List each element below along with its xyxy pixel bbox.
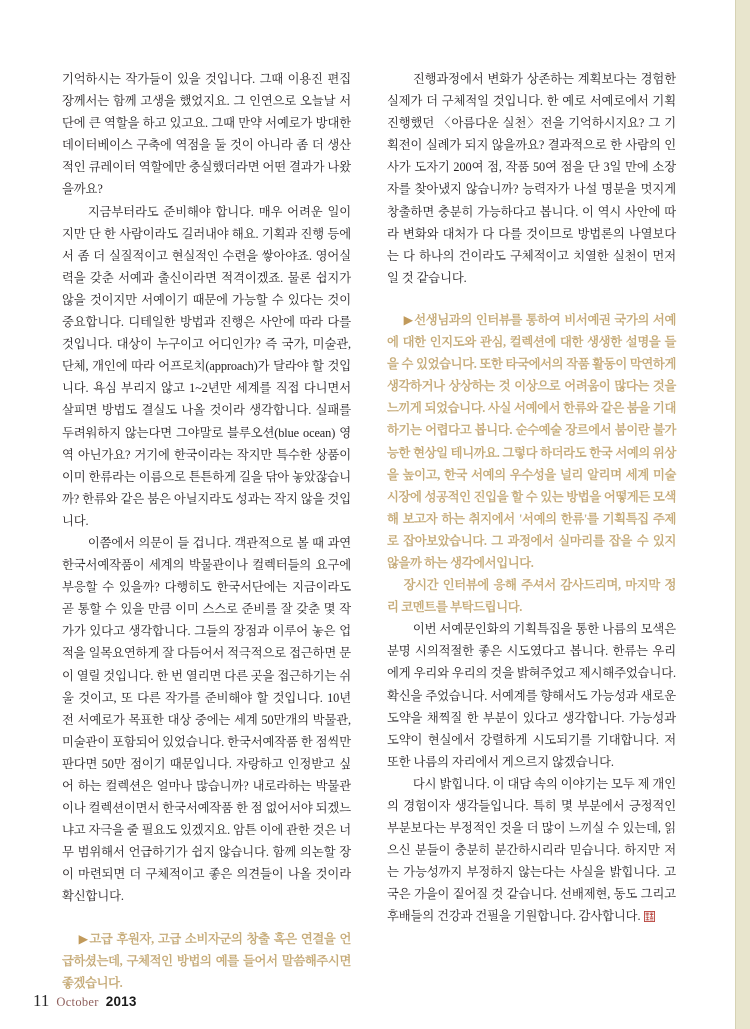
right-column [387, 68, 676, 994]
question-marker-icon: ▶ [78, 931, 90, 946]
footer-year: 2013 [105, 994, 137, 1009]
paragraph-text: 다시 밝힙니다. 이 대담 속의 이야기는 모두 제 개인의 경험이자 생각들입니다. 특히 몇 부분에서 긍정적인 부분보다는 부정적인 것을 더 많이 느끼실 수 있는데, 읽으신 분들이 충분히 분간하시리라 믿습니다. 하지만 저는 가능성까지 부정하지 않는다는 사실을 밝힙니다. 고국은 가을이 짙어질 것 같습니다. 선배제현, 동도 그리고 후배들의 건강과 건필을 기원합니다. 감사합니다. [387, 776, 676, 924]
interviewer-question-closing: 장시간 인터뷰에 응해 주셔서 감사드리며, 마지막 정리 코멘트를 부탁드립니다. [387, 578, 676, 615]
article-columns [62, 68, 676, 994]
paragraph-answer: 지금부터라도 준비해야 합니다. 매우 어려운 일이지만 단 한 사람이라도 길러내야 해요. 기획과 진행 등에서 좀 더 실질적이고 현실적인 수련을 쌓아야죠. 영어실력을 갖춘 서예과 출신이라면 적격이겠죠. 물론 쉽지가 않을 것이지만 서예이기 때문에 가능할 수 있다는 것이 중요합니다. 디테일한 방법과 진행은 사안에 따라 다를 것입니다. 대상이 누구이고 어디인가? 즉 국가, 미술관, 단체, 개인에 따라 어프로치(approach)가 달라야 할 것입니다. 욕심 부리지 않고 1~2년만 세계를 직접 다니면서 살피면 방법도 결실도 나올 것이라 생각합니다. 실패를 두려워하지 않는다면 그야말로 블루오션(blue ocean) 영역 아닌가요? 거기에 한국이라는 작지만 특수한 상품이 이미 한류라는 이름으로 튼튼하게 길을 닦아 놓았잖습니까? 한류와 같은 붐은 아닐지라도 성과는 작지 않을 것입니다. [62, 204, 351, 528]
footer-month: October [56, 995, 99, 1009]
footer-page-number: 11 [33, 991, 50, 1010]
paragraph-answer: 이번 서예문인화의 기획특집을 통한 나름의 모색은 분명 시의적절한 좋은 시도였다고 봅니다. 한류는 우리에게 우리와 우리의 것을 밝혀주었고 제시해주었습니다. 확신을 주었습니다. 서예계를 향해서도 가능성과 새로운 도약을 채찍질 한 부분이 있다고 생각합니다. 가능성과 도약이 현실에서 강렬하게 시도되기를 기대합니다. 저 또한 나름의 자리에서 게으르지 않겠습니다. [387, 622, 676, 769]
question-marker-icon: ▶ [403, 312, 415, 327]
question-text: 선생님과의 인터뷰를 통하여 비서예권 국가의 서예에 대한 인지도와 관심, 컬렉션에 대한 생생한 설명을 들을 수 있었습니다. 또한 타국에서의 작품 활동이 막연하게 생각하거나 상상하는 것 이상으로 어려움이 많다는 것을 느끼게 되었습니다. 사실 서예에서 한류와 같은 붐을 기대하기는 어렵다고 봅니다. 순수예술 장르에서 붐이란 불가능한 현상일 테니까요. 그렇다 하더라도 한국 서예의 위상을 높이고, 한국 서예의 우수성을 널리 알리며 세계 미술시장에 성공적인 진입을 할 수 있는 방법을 어떻게든 모색해 보고자 하는 취지에서 '서예의 한류'를 기획특집 주제로 잡아보았습니다. 그 과정에서 실마리를 잡을 수 있지 않을까 하는 생각에서입니다. [387, 312, 676, 570]
paragraph-answer-final [387, 773, 676, 928]
page-footer [33, 991, 137, 1011]
left-column [62, 68, 351, 994]
interviewer-question [62, 928, 351, 994]
artist-seal-icon [644, 911, 655, 922]
paragraph-answer: 이쯤에서 의문이 들 겁니다. 객관적으로 볼 때 과연 한국서예작품이 세계의 박물관이나 컬렉터들의 요구에 부응할 수 있을까? 다행히도 한국서단에는 지금이라도 곧 통할 수 있을 만큼 이미 스스로 준비를 잘 갖춘 몇 작가가 있다고 생각합니다. 그들의 장점과 이루어 놓은 업적을 일목요연하게 잘 다듬어서 적극적으로 접근하면 문이 열릴 것입니다. 한 번 열리면 다른 곳을 접근하기는 쉬울 것이고, 또 다른 작가를 준비해야 할 것입니다. 10년 전 서예로가 목표한 대상 중에는 세계 50만개의 박물관, 미술관이 포함되어 있었습니다. 한국서예작품 한 점씩만 판다면 50만 점이기 때문입니다. 자랑하고 인정받고 싶어 하는 컬렉션은 얼마나 많습니까? 내로라하는 박물관이나 컬렉션이면서 한국서예작품 한 점 없어서야 되겠느냐고 자극을 줄 필요도 있겠지요. 암튼 이에 관한 것은 너무 범위해서 언급하기가 쉽지 않습니다. 함께 의논할 장이 마련되면 더 구체적이고 좋은 의견들이 나올 것이라 확신합니다. [62, 535, 351, 904]
paragraph-answer: 진행과정에서 변화가 상존하는 계획보다는 경험한 실제가 더 구체적일 것입니다. 한 예로 서예로에서 기획 진행했던 〈아름다운 실천〉전을 기억하시지요? 그 기획전이 실례가 되지 않을까요? 결과적으로 한 사람의 인사가 도자기 200여 점, 작품 50여 점을 단 3일 만에 소장자를 찾아냈지 않습니까? 능력자가 나설 명분을 멋지게 창출하면 충분히 가능하다고 봅니다. 이 역시 사안에 따라 변화와 대처가 다 다를 것이므로 방법론의 나열보다는 다 하나의 건이라도 구체적이고 치열한 실천이 먼저일 것 같습니다. [387, 72, 676, 285]
page-edge-strip [735, 0, 750, 1029]
question-text: 고급 후원자, 고급 소비자군의 창출 혹은 연결을 언급하셨는데, 구체적인 방법의 예를 들어서 말씀해주시면 좋겠습니다. [62, 931, 351, 990]
paragraph-answer-continued: 기억하시는 작가들이 있을 것입니다. 그때 이용진 편집장께서는 함께 고생을 했었지요. 그 인연으로 오늘날 서단에 큰 역할을 하고 있고요. 그때 만약 서예로가 방대한 데이터베이스 구축에 역점을 둘 것이 아니라 좀 더 생산적인 큐레이터 역할에만 충실했더라면 어떤 결과가 나왔을까요? [62, 72, 351, 197]
interviewer-question [387, 309, 676, 574]
